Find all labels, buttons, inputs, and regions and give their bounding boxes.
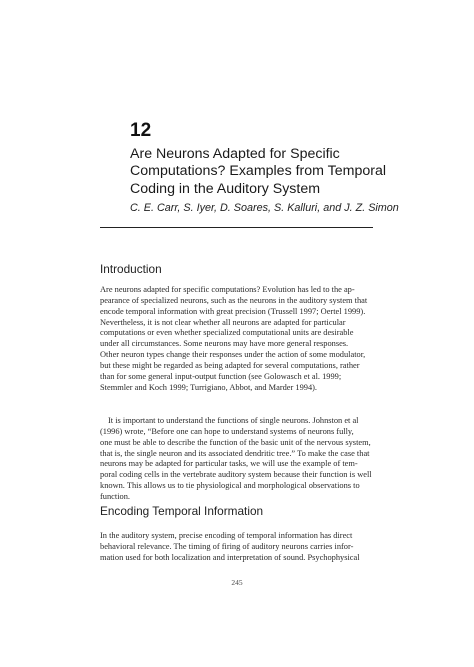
text-line: In the auditory system, precise encoding of temporal information has direct (100, 531, 353, 540)
text-line: encode temporal information with great precision (Trussell 1997; Oertel 1999). (100, 306, 366, 316)
text-line: that is, the single neuron and its associated dendritic tree.” To make the case that (100, 448, 370, 458)
text-line: known. This allows us to tie physiological and morphological observations to (100, 481, 360, 491)
text-line: than for some general input-output function (see Golowasch et al. 1999; (100, 371, 342, 381)
text-line: computations or even whether specialized computational units are desirable (100, 328, 354, 338)
chapter-title-line: Are Neurons Adapted for Specific (130, 146, 340, 162)
text-line: Stemmler and Koch 1999; Turrigiano, Abbot, and Marder 1994). (100, 382, 318, 392)
text-line: Are neurons adapted for specific computations? Evolution has led to the ap- (100, 285, 355, 294)
encoding-paragraph-1 (100, 531, 373, 564)
text-line: Nevertheless, it is not clear whether all neurons are adapted for particular (100, 317, 346, 327)
chapter-title-line: Computations? Examples from Temporal (130, 163, 387, 180)
text-line: mation used for both localization and interpretation of sound. Psychophysical (100, 552, 360, 562)
title-divider (100, 227, 373, 228)
introduction-paragraph-2 (100, 416, 373, 503)
text-line: function. (100, 491, 131, 501)
text-line: neurons may be adapted for particular tasks, we will use the example of tem- (100, 459, 358, 469)
text-line: pearance of specialized neurons, such as the neurons in the auditory system that (100, 295, 368, 305)
section-heading-introduction: Introduction (100, 262, 162, 276)
text-line: (1996) wrote, “Before one can hope to understand systems of neurons fully, (100, 426, 354, 436)
chapter-title-line: Coding in the Auditory System (130, 180, 321, 197)
text-line: behavioral relevance. The timing of firing of auditory neurons carries infor- (100, 541, 354, 551)
text-line: one must be able to describe the function of the basic unit of the nervous system, (100, 437, 371, 447)
page-number: 245 (231, 578, 243, 587)
text-line: Other neuron types change their responses under the action of some modulator, (100, 350, 366, 360)
text-line: under all circumstances. Some neurons may have more general responses. (100, 339, 349, 349)
text-line: but these might be regarded as being adapted for several computations, rather (100, 360, 360, 370)
introduction-paragraph-1 (100, 285, 373, 393)
chapter-title (130, 146, 430, 198)
text-line: poral coding cells in the vertebrate auditory system because their function is well (100, 470, 372, 480)
chapter-authors: C. E. Carr, S. Iyer, D. Soares, S. Kalluri, and J. Z. Simon (130, 202, 399, 214)
section-heading-encoding-temporal-information: Encoding Temporal Information (100, 504, 264, 518)
text-line: It is important to understand the functions of single neurons. Johnston et al (108, 416, 359, 425)
chapter-number: 12 (130, 120, 152, 141)
